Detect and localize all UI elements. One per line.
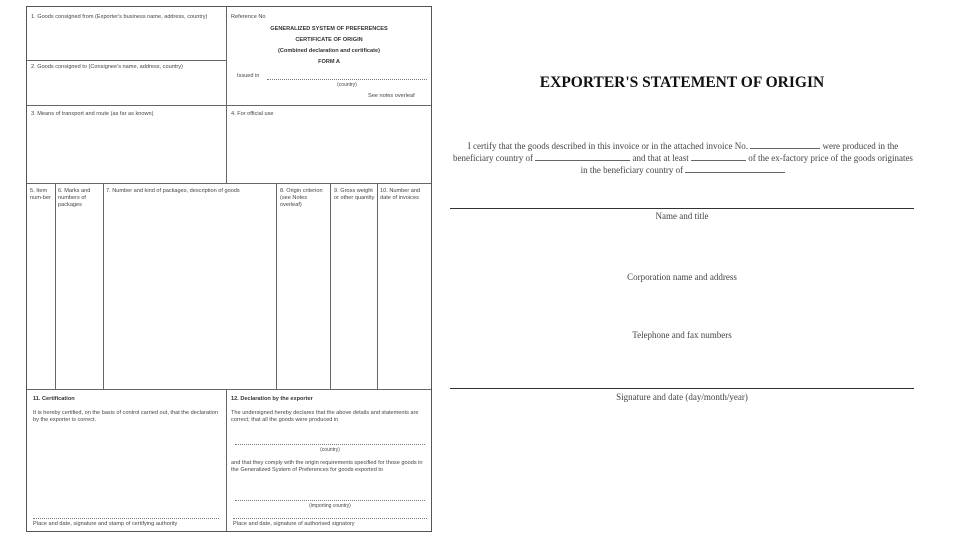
- origin-country-blank: [685, 164, 785, 173]
- issued-in-label: Issued in: [237, 73, 260, 79]
- divider: [276, 183, 277, 389]
- percentage-blank: [691, 152, 746, 161]
- statement-text: and that at least: [632, 153, 689, 163]
- box12-title: 12. Declaration by the exporter: [231, 396, 313, 402]
- box11-title: 11. Certification: [33, 396, 75, 402]
- header-line: (Combined declaration and certificate): [278, 48, 380, 54]
- form-a: [26, 6, 432, 532]
- divider: [27, 389, 431, 390]
- signature-date-label: Signature and date (day/month/year): [616, 392, 748, 402]
- statement-text: I certify that the goods described in this invoice or in the attached invoice No.: [467, 141, 748, 151]
- box1-label: 1. Goods consigned from (Exporter's business name, address, country): [31, 14, 208, 20]
- box12-footer: Place and date, signature of authorised signatory: [233, 521, 355, 527]
- divider: [226, 7, 227, 183]
- importing-country-hint: (importing country): [309, 503, 351, 509]
- beneficiary-country-blank: [535, 152, 630, 161]
- divider: [330, 183, 331, 389]
- country-hint: (country): [337, 82, 357, 88]
- statement-body: [452, 140, 914, 176]
- col5-label: 5. Item num-ber: [30, 188, 51, 201]
- box4-label: 4. For official use: [231, 111, 274, 117]
- statement-title: EXPORTER'S STATEMENT OF ORIGIN: [539, 74, 825, 91]
- header-line: GENERALIZED SYSTEM OF PREFERENCES: [270, 26, 388, 32]
- statement-text: were produced in the beneficiary country of: [453, 141, 899, 163]
- divider: [103, 183, 104, 389]
- name-title-label: Name and title: [655, 211, 709, 221]
- col10-label: 10. Number and date of invoices: [380, 188, 421, 201]
- divider: [27, 105, 431, 106]
- signature-rule: [450, 388, 914, 389]
- see-notes-label: See notes overleaf: [368, 93, 415, 99]
- divider: [55, 183, 56, 389]
- divider: [27, 183, 431, 184]
- invoice-number-blank: [750, 140, 820, 149]
- box2-label: 2. Goods consigned to (Consignee's name, address, country): [31, 64, 183, 70]
- produced-in-field: [235, 444, 425, 445]
- telephone-fax-label: Telephone and fax numbers: [632, 330, 732, 340]
- col6-label: 6. Marks and numbers of packages: [58, 188, 91, 208]
- corporation-label: Corporation name and address: [627, 272, 737, 282]
- col9-label: 9. Gross weight or other quantity: [334, 188, 375, 201]
- divider: [377, 183, 378, 389]
- country-hint: (country): [320, 447, 340, 453]
- statement-text: of the ex-factory price of the goods originates in the beneficiary country of: [580, 153, 913, 175]
- box12-signature-field: [233, 518, 427, 519]
- issued-in-field: [267, 79, 427, 80]
- col7-label: 7. Number and kind of packages, description of goods: [106, 188, 240, 194]
- header-line: CERTIFICATE OF ORIGIN: [295, 37, 363, 43]
- box11-text: It is hereby certified, on the basis of control carried out, that the declaration by the exporter is correct.: [33, 410, 219, 423]
- box12-text1: The undersigned hereby declares that the above details and statements are correct; that all the goods were produced in: [231, 410, 419, 423]
- box12-text2: and that they comply with the origin requirements specified for those goods in the Generalized System of Preferences for goods exported to: [231, 460, 423, 473]
- signature-rule: [450, 208, 914, 209]
- divider: [226, 389, 227, 531]
- box3-label: 3. Means of transport and route (as far as known): [31, 111, 154, 117]
- col8-label: 8. Origin criterion (see Notes overleaf): [280, 188, 323, 208]
- box11-signature-field: [33, 518, 219, 519]
- form-name: FORM A: [318, 59, 340, 65]
- reference-label: Reference No: [231, 14, 266, 20]
- divider: [27, 60, 226, 61]
- box11-footer: Place and date, signature and stamp of certifying authority: [33, 521, 178, 527]
- importing-country-field: [235, 500, 425, 501]
